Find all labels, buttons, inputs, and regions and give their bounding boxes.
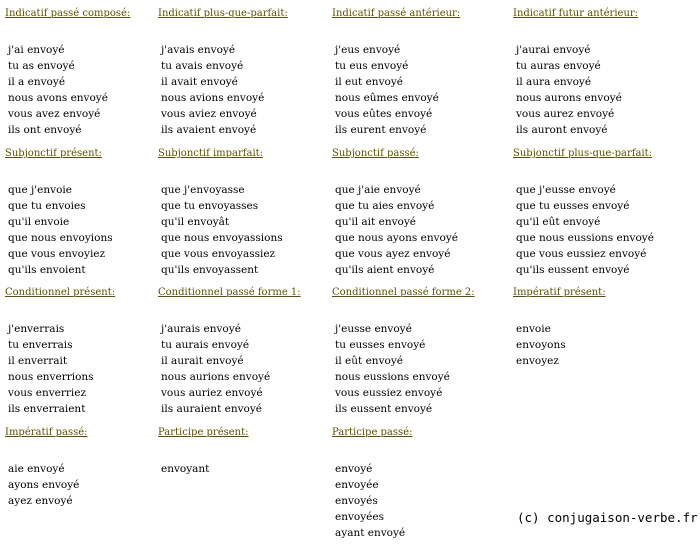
conjugation-line: nous eûmes envoyé	[335, 92, 439, 104]
conjugation-line: que nous eussions envoyé	[516, 232, 654, 244]
block-conditionnel-passe-forme-2	[332, 287, 510, 417]
block-subjonctif-imparfait	[158, 148, 336, 278]
block-indicatif-passe-anterieur	[332, 8, 510, 138]
conjugation-line: envoyées	[335, 511, 384, 523]
copyright-notice: (c) conjugaison-verbe.fr	[517, 510, 698, 525]
conjugation-line: tu eus envoyé	[335, 60, 409, 72]
conjugation-line: aie envoyé	[8, 463, 65, 475]
conjugation-line: ayons envoyé	[8, 479, 80, 491]
conjugation-line: qu'il envoyât	[161, 216, 230, 228]
conjugation-line: qu'il envoie	[8, 216, 70, 228]
conjugation-line: envoyant	[161, 463, 210, 475]
conjugation-line: qu'il ait envoyé	[335, 216, 416, 228]
conjugation-line: envoyons	[516, 339, 566, 351]
conjugation-line: vous eussiez envoyé	[335, 387, 443, 399]
block-subjonctif-passe	[332, 148, 510, 278]
conjugation-line: envoyez	[516, 355, 559, 367]
heading-participe-passe[interactable]: Participe passé:	[332, 427, 413, 438]
conjugation-line: tu enverrais	[8, 339, 73, 351]
conjugation-line: que tu aies envoyé	[335, 200, 435, 212]
conjugation-line: il eut envoyé	[335, 76, 403, 88]
heading-subjonctif-passe[interactable]: Subjonctif passé:	[332, 148, 419, 159]
conjugation-line: j'eus envoyé	[335, 44, 401, 56]
conjugation-line: que tu envoies	[8, 200, 86, 212]
conjugation-line: que vous envoyassiez	[161, 248, 276, 260]
conjugation-line: nous aurions envoyé	[161, 371, 271, 383]
conjugation-line: j'ai envoyé	[8, 44, 65, 56]
heading-subjonctif-plus-que-parfait[interactable]: Subjonctif plus-que-parfait:	[513, 148, 653, 159]
conjugation-line: tu avais envoyé	[161, 60, 244, 72]
conjugation-line: envoie	[516, 323, 551, 335]
conjugation-line: ayez envoyé	[8, 495, 73, 507]
conjugation-line: que nous ayons envoyé	[335, 232, 458, 244]
conjugation-line: j'eusse envoyé	[335, 323, 412, 335]
conjugation-line: que j'envoyasse	[161, 184, 245, 196]
conjugation-line: j'avais envoyé	[161, 44, 236, 56]
block-participe-passe	[332, 427, 510, 541]
conjugation-line: vous avez envoyé	[8, 108, 101, 120]
conjugation-line: ils auront envoyé	[516, 124, 608, 136]
conjugation-line: j'aurais envoyé	[161, 323, 241, 335]
conjugation-line: nous aurons envoyé	[516, 92, 622, 104]
conjugation-line: ils auraient envoyé	[161, 403, 263, 415]
heading-conditionnel-passe-forme-1[interactable]: Conditionnel passé forme 1:	[158, 287, 301, 298]
conjugation-line: qu'ils envoient	[8, 264, 86, 276]
block-conditionnel-passe-forme-1	[158, 287, 336, 417]
conjugation-line: vous enverriez	[8, 387, 87, 399]
conjugation-line: ils eussent envoyé	[335, 403, 433, 415]
block-conditionnel-present	[5, 287, 183, 417]
conjugation-line: que j'eusse envoyé	[516, 184, 616, 196]
conjugation-line: il enverrait	[8, 355, 68, 367]
conjugation-line: que j'aie envoyé	[335, 184, 421, 196]
conjugation-line: que j'envoie	[8, 184, 72, 196]
heading-conditionnel-passe-forme-2[interactable]: Conditionnel passé forme 2:	[332, 287, 475, 298]
block-indicatif-plus-que-parfait	[158, 8, 336, 138]
heading-participe-present[interactable]: Participe présent:	[158, 427, 249, 438]
conjugation-line: j'aurai envoyé	[516, 44, 591, 56]
conjugation-line: j'enverrais	[8, 323, 65, 335]
conjugation-line: tu aurais envoyé	[161, 339, 250, 351]
block-imperatif-passe	[5, 427, 183, 509]
conjugation-line: tu auras envoyé	[516, 60, 601, 72]
conjugation-line: il aurait envoyé	[161, 355, 244, 367]
conjugation-line: que vous eussiez envoyé	[516, 248, 647, 260]
conjugation-line: ils ont envoyé	[8, 124, 82, 136]
conjugation-line: tu eusses envoyé	[335, 339, 426, 351]
conjugation-line: que nous envoyassions	[161, 232, 283, 244]
conjugation-line: que tu eusses envoyé	[516, 200, 630, 212]
conjugation-line: que vous ayez envoyé	[335, 248, 451, 260]
heading-indicatif-passe-compose[interactable]: Indicatif passé composé:	[5, 8, 131, 19]
conjugation-line: il aura envoyé	[516, 76, 592, 88]
conjugation-line: nous avions envoyé	[161, 92, 265, 104]
conjugation-line: nous avons envoyé	[8, 92, 108, 104]
conjugation-line: qu'ils eussent envoyé	[516, 264, 630, 276]
conjugation-line: envoyé	[335, 463, 373, 475]
conjugation-line: nous eussions envoyé	[335, 371, 450, 383]
conjugation-line: ils avaient envoyé	[161, 124, 257, 136]
conjugation-line: ils enverraient	[8, 403, 86, 415]
conjugation-line: vous aviez envoyé	[161, 108, 257, 120]
block-imperatif-present	[513, 287, 691, 369]
block-indicatif-futur-anterieur	[513, 8, 691, 138]
conjugation-line: vous eûtes envoyé	[335, 108, 433, 120]
conjugation-line: ils eurent envoyé	[335, 124, 427, 136]
block-subjonctif-present	[5, 148, 183, 278]
heading-conditionnel-present[interactable]: Conditionnel présent:	[5, 287, 116, 298]
conjugation-line: ayant envoyé	[335, 527, 406, 539]
conjugation-line: que vous envoyiez	[8, 248, 106, 260]
block-participe-present	[158, 427, 336, 477]
conjugation-line: nous enverrions	[8, 371, 94, 383]
conjugation-line: envoyée	[335, 479, 379, 491]
conjugation-line: il eût envoyé	[335, 355, 403, 367]
heading-subjonctif-imparfait[interactable]: Subjonctif imparfait:	[158, 148, 264, 159]
heading-subjonctif-present[interactable]: Subjonctif présent:	[5, 148, 102, 159]
conjugation-line: que tu envoyasses	[161, 200, 259, 212]
conjugation-line: que nous envoyions	[8, 232, 113, 244]
heading-imperatif-present[interactable]: Impératif présent:	[513, 287, 606, 298]
conjugation-line: qu'il eût envoyé	[516, 216, 601, 228]
block-subjonctif-plus-que-parfait	[513, 148, 691, 278]
conjugation-line: il a envoyé	[8, 76, 66, 88]
heading-indicatif-passe-anterieur[interactable]: Indicatif passé antérieur:	[332, 8, 461, 19]
block-indicatif-passe-compose	[5, 8, 183, 138]
heading-indicatif-plus-que-parfait[interactable]: Indicatif plus-que-parfait:	[158, 8, 288, 19]
conjugation-line: envoyés	[335, 495, 378, 507]
conjugation-line: vous auriez envoyé	[161, 387, 263, 399]
conjugation-line: il avait envoyé	[161, 76, 238, 88]
conjugation-line: qu'ils envoyassent	[161, 264, 259, 276]
heading-indicatif-futur-anterieur[interactable]: Indicatif futur antérieur:	[513, 8, 639, 19]
conjugation-line: tu as envoyé	[8, 60, 75, 72]
heading-imperatif-passe[interactable]: Impératif passé:	[5, 427, 88, 438]
conjugation-line: vous aurez envoyé	[516, 108, 615, 120]
conjugation-line: qu'ils aient envoyé	[335, 264, 435, 276]
